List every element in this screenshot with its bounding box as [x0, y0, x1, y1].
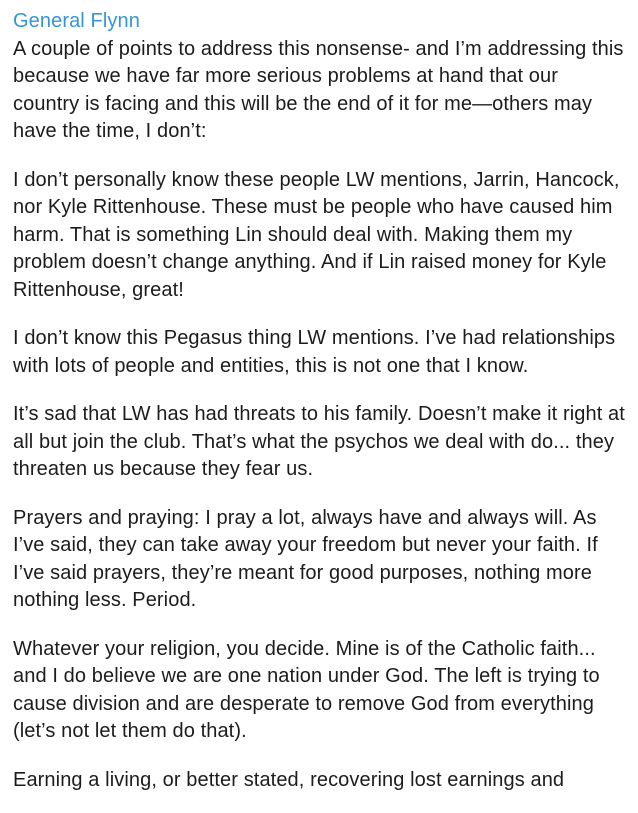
message-paragraph: I don’t know this Pegasus thing LW mentions. I’ve had relationships with lots of people and entities, this is not one that I know. [13, 327, 616, 377]
message-paragraph: I don’t personally know these people LW mentions, Jarrin, Hancock, nor Kyle Rittenhouse. These must be people who have caused him harm. That is something Lin should deal with. Making them my problem doesn’t change anything. And if Lin raised money for Kyle Rittenhouse, great! [13, 168, 620, 301]
message-paragraph: Earning a living, or better stated, recovering lost earnings and [13, 768, 565, 791]
message-paragraph: It’s sad that LW has had threats to his family. Doesn’t make it right at all but join the club. That’s what the psychos we deal with do... they threaten us because they fear us. [13, 403, 625, 480]
message-paragraph: Whatever your religion, you decide. Mine is of the Catholic faith... and I do believe we are one nation under God. The left is trying to cause division and are desperate to remove God from everything (let’s not let them do that). [13, 637, 600, 742]
message-paragraph: A couple of points to address this nonsense- and I’m addressing this because we have far more serious problems at hand that our country is facing and this will be the end of it for me—others may have the time, I don’t: [13, 37, 624, 142]
message-paragraph: Prayers and praying: I pray a lot, always have and always will. As I’ve said, they can take away your freedom but never your faith. If I’ve said prayers, they’re meant for good purposes, nothing more nothing less. Period. [13, 506, 598, 611]
sender-name[interactable]: General Flynn [13, 10, 140, 32]
